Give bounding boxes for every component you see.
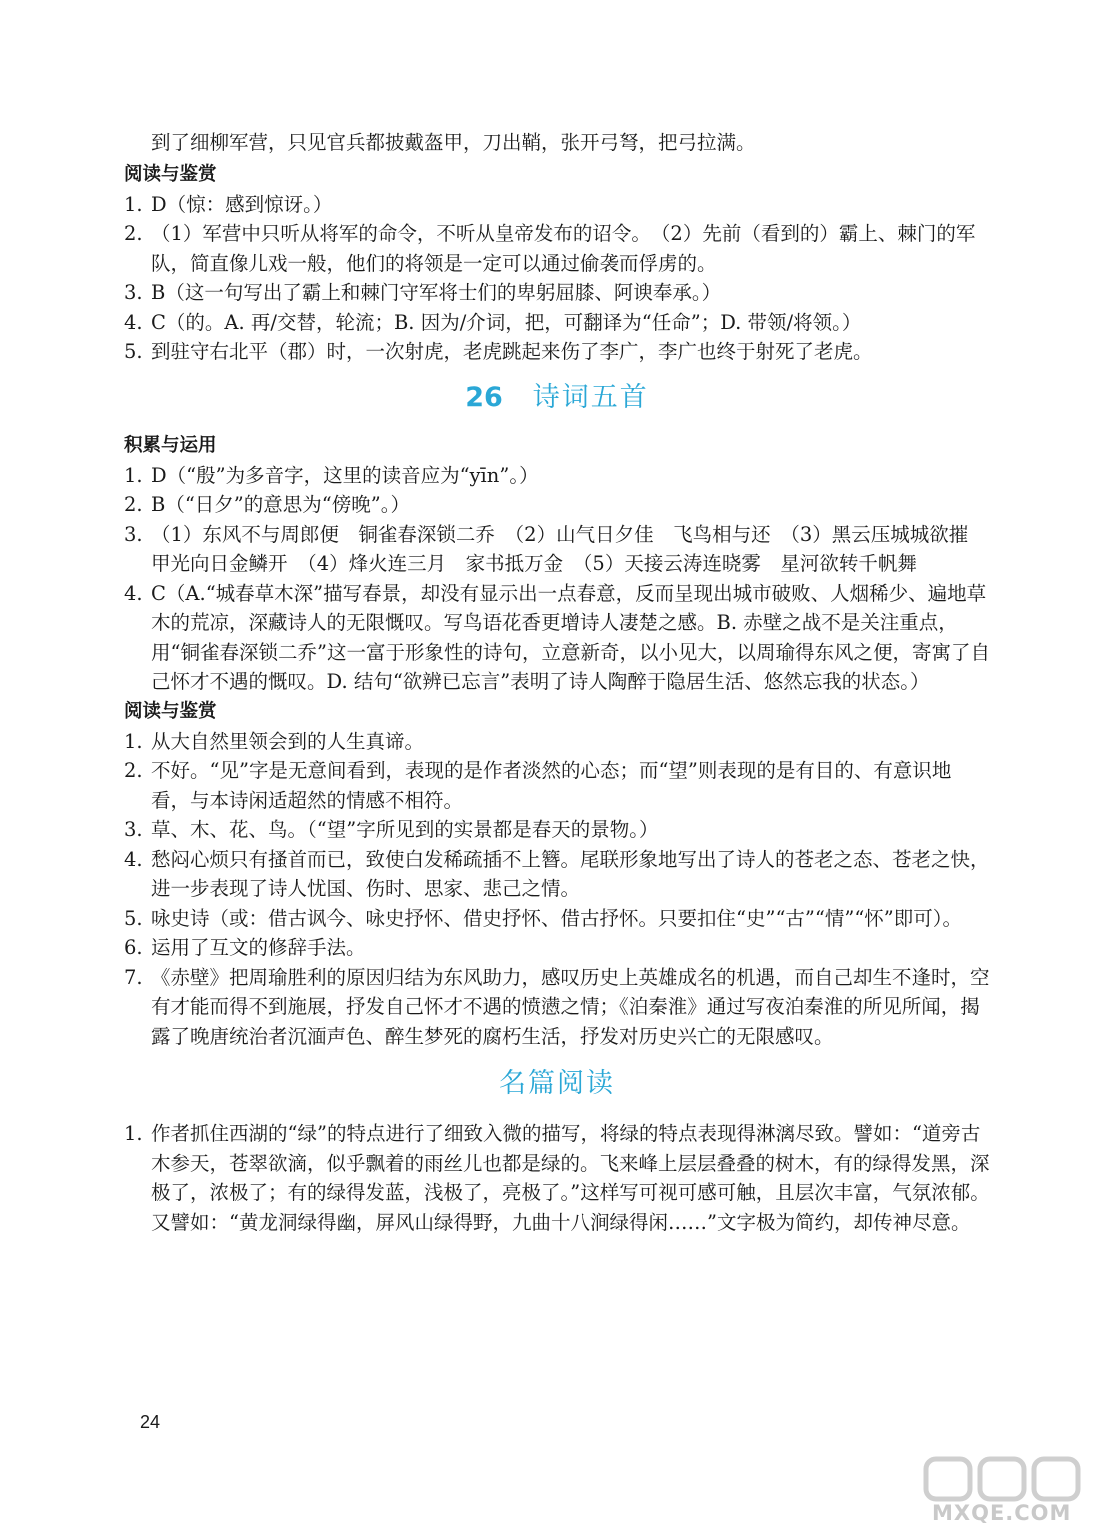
lesson-title-26: [124, 381, 990, 415]
list-item: 1. D（惊：感到惊讶。）: [124, 192, 333, 216]
watermark-logo: [920, 1455, 1090, 1530]
list-item: 4. C（A.“城春草木深”描写春景，却没有显示出一点春意，反而呈现出城市破败、人烟稀少、遍地草木的荒凉，深藏诗人的无限慨叹。写鸟语花香更增诗人凄楚之感。B. 赤壁之战不是关注重点，用“铜雀春深锁二乔”这一富于形象性的诗句，立意新奇，以小见大，以周瑜得东风之便，寄寓了自己怀才不遇的慨叹。D. 结句“欲辨已忘言”表明了诗人陶醉于隐居生活、悠然忘我的状态。）: [124, 581, 990, 693]
list-item: 3. B（这一句写出了霸上和棘门守军将士们的卑躬屈膝、阿谀奉承。）: [124, 281, 722, 304]
answer-list-reading-2: [124, 727, 990, 1052]
answer-list-accumulation: [124, 461, 990, 697]
watermark-text: MXQE.COM: [932, 1501, 1072, 1525]
list-item: 6. 运用了互文的修辞手法。: [124, 936, 366, 959]
list-item: 5. 咏史诗（或：借古讽今、咏史抒怀、借史抒怀、借古抒怀。只要扣住“史”“古”“情”“怀”即可）。: [124, 906, 963, 930]
list-item: 1. 从大自然里领会到的人生真谛。: [124, 729, 425, 753]
list-item: 3. （1）东风不与周郎便 铜雀春深锁二乔 （2）山气日夕佳 飞鸟相与还 （3）黑云压城城欲摧 甲光向日金鳞开 （4）烽火连三月 家书抵万金 （5）天接云涛连晓雾 星河欲转千帆舞: [124, 522, 988, 575]
list-item: 5. 到驻守右北平（郡）时，一次射虎，老虎跳起来伤了李广，李广也终于射死了老虎。: [124, 340, 873, 363]
list-item: 1. 作者抓住西湖的“绿”的特点进行了细致入微的描写，将绿的特点表现得淋漓尽致。譬如：“道旁古木参天，苍翠欲滴，似乎飘着的雨丝儿也都是绿的。飞来峰上层层叠叠的树木，有的绿得发黑，深极了，浓极了；有的绿得发蓝，浅极了，亮极了。”这样写可视可感可触，且层次丰富，气氛浓郁。又譬如：“黄龙洞绿得幽，屏风山绿得野，九曲十八涧绿得闲……”文字极为简约，却传神尽意。: [124, 1122, 990, 1234]
watermark-mark-icon: [920, 1455, 1090, 1503]
list-item: 2. （1）军营中只听从将军的命令，不听从皇帝发布的诏令。 （2）先前（看到的）霸上、棘门的军队，简直像儿戏一般，他们的将领是一定可以通过偷袭而俘虏的。: [124, 222, 976, 275]
lesson-name: 诗词五首: [532, 381, 649, 413]
section-heading-accumulation: 积累与运用: [124, 434, 217, 456]
continued-answer: 到了细柳军营，只见官兵都披戴盔甲，刀出鞘，张开弓弩，把弓拉满。: [151, 131, 756, 154]
section-heading-reading-2: 阅读与鉴赏: [124, 700, 217, 722]
section-heading-reading-1: 阅读与鉴赏: [124, 163, 217, 185]
list-item: 7. 《赤壁》把周瑜胜利的原因归结为东风助力，感叹历史上英雄成名的机遇，而自己却生不逢时，空有才能而得不到施展，抒发自己怀才不遇的愤懑之情；《泊秦淮》通过写夜泊秦淮的所见所闻，揭露了晚唐统治者沉湎声色、醉生梦死的腐朽生活，抒发对历史兴亡的无限感叹。: [124, 965, 990, 1048]
section-title-famous-reading: 名篇阅读: [499, 1068, 615, 1099]
list-item: 4. 愁闷心烦只有搔首而已，致使白发稀疏插不上簪。尾联形象地写出了诗人的苍老之态、苍老之快，进一步表现了诗人忧国、伤时、思家、悲己之情。: [124, 847, 990, 900]
list-item: 3. 草、木、花、鸟。（“望”字所见到的实景都是春天的景物。）: [124, 818, 659, 841]
answer-list-famous-reading: [124, 1119, 990, 1237]
list-item: 4. C（的。A. 再/交替，轮流；B. 因为/介词，把，可翻译为“任命”；D. 带领/将领。）: [124, 310, 862, 334]
list-item: 2. B（“日夕”的意思为“傍晚”。）: [124, 493, 410, 516]
answer-list-reading-1: [124, 190, 990, 367]
page-content: [124, 128, 990, 1237]
list-item: 1. D（“殷”为多音字，这里的读音应为“yīn”。）: [124, 463, 539, 487]
lesson-number: 26: [465, 381, 503, 413]
page-number: 24: [140, 1412, 161, 1432]
list-item: 2. 不好。“见”字是无意间看到，表现的是作者淡然的心态；而“望”则表现的是有目的、有意识地看，与本诗闲适超然的情感不相符。: [124, 759, 952, 812]
